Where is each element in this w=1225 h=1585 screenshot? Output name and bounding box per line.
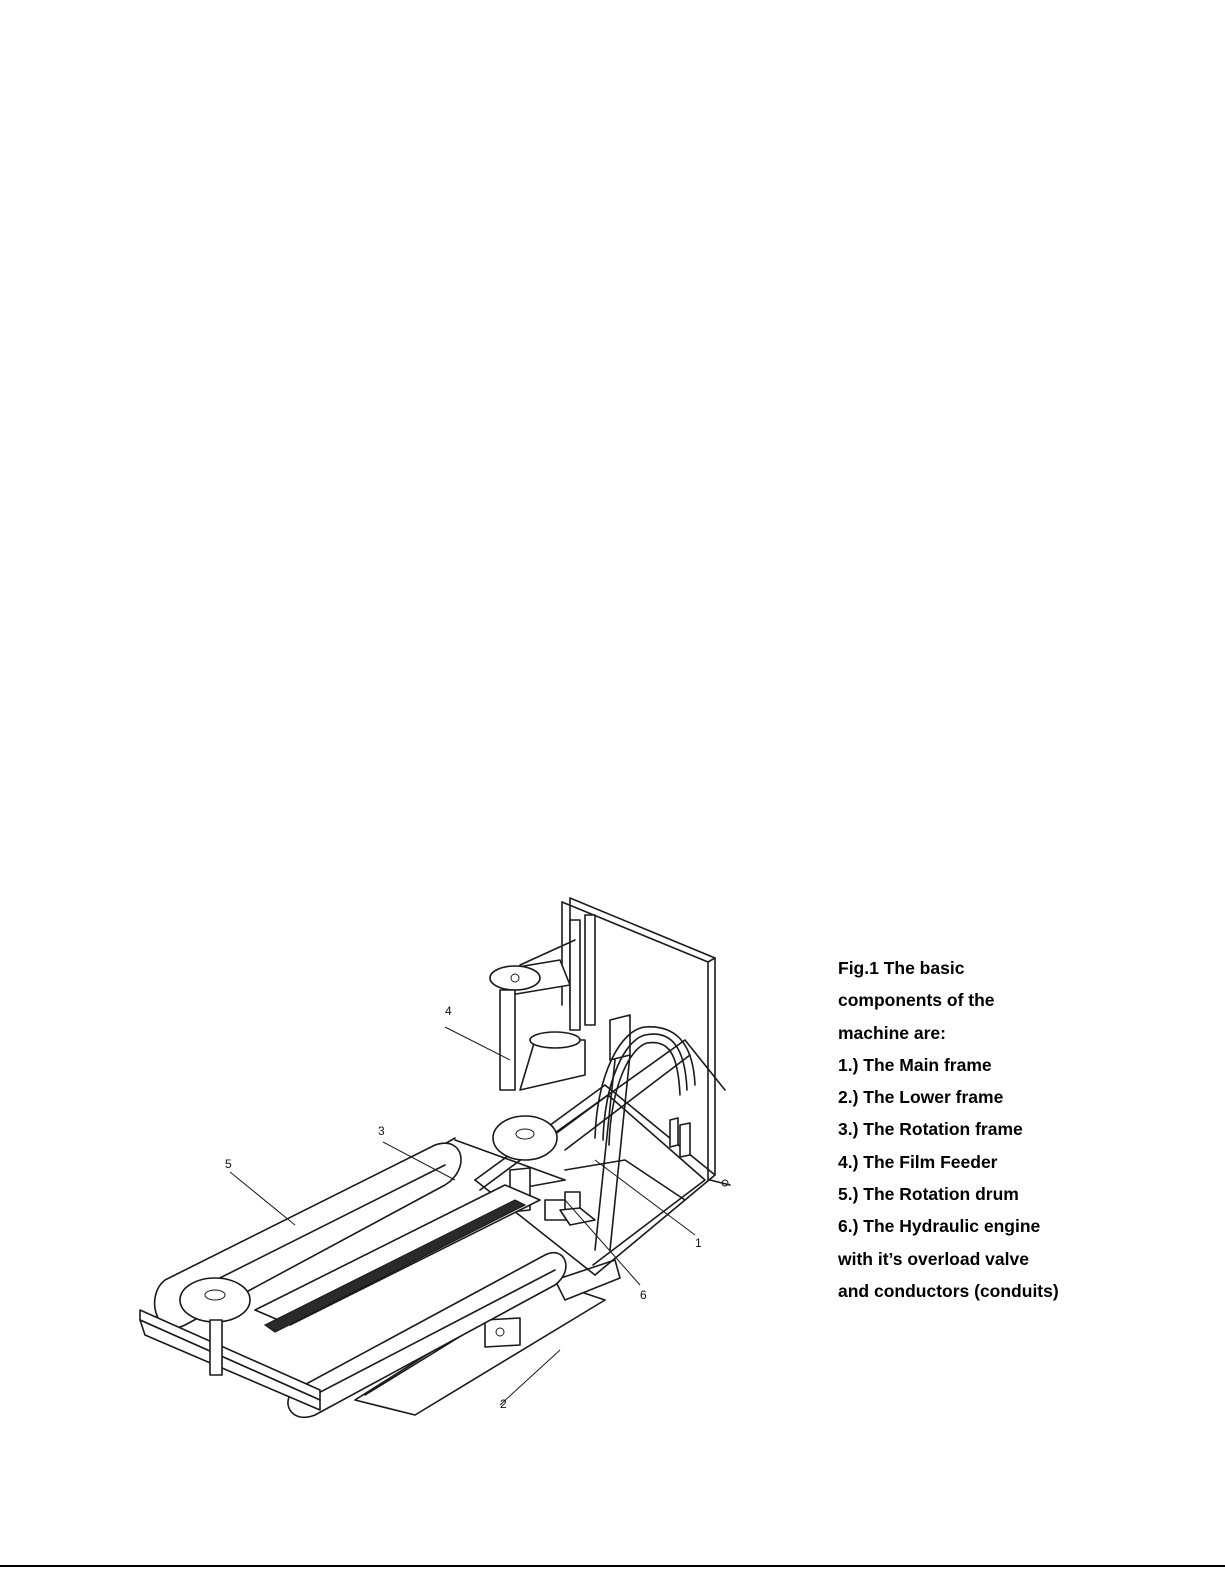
caption-line: 1.) The Main frame xyxy=(838,1054,992,1075)
label-5: 5 xyxy=(225,1157,232,1171)
caption-line: and conductors (conduits) xyxy=(838,1280,1059,1301)
label-2: 2 xyxy=(500,1397,507,1411)
label-4: 4 xyxy=(445,1004,452,1018)
film-feeder xyxy=(490,915,595,1090)
caption-line: components of the xyxy=(838,990,995,1011)
caption-line: 6.) The Hydraulic engine xyxy=(838,1216,1041,1237)
hydraulic-engine xyxy=(545,1192,595,1225)
label-6: 6 xyxy=(640,1288,647,1302)
caption-line: 2.) The Lower frame xyxy=(838,1087,1004,1108)
figure-caption xyxy=(838,952,1198,1307)
machine-diagram xyxy=(125,880,745,1440)
label-3: 3 xyxy=(378,1124,385,1138)
caption-line: 5.) The Rotation drum xyxy=(838,1184,1019,1205)
page-bottom-rule xyxy=(0,1565,1225,1567)
caption-line: machine are: xyxy=(838,1022,946,1043)
caption-line: with it’s overload valve xyxy=(838,1248,1029,1269)
label-1: 1 xyxy=(695,1236,702,1250)
caption-line: Fig.1 The basic xyxy=(838,958,965,978)
caption-line: 4.) The Film Feeder xyxy=(838,1151,998,1172)
caption-line: 3.) The Rotation frame xyxy=(838,1119,1023,1140)
